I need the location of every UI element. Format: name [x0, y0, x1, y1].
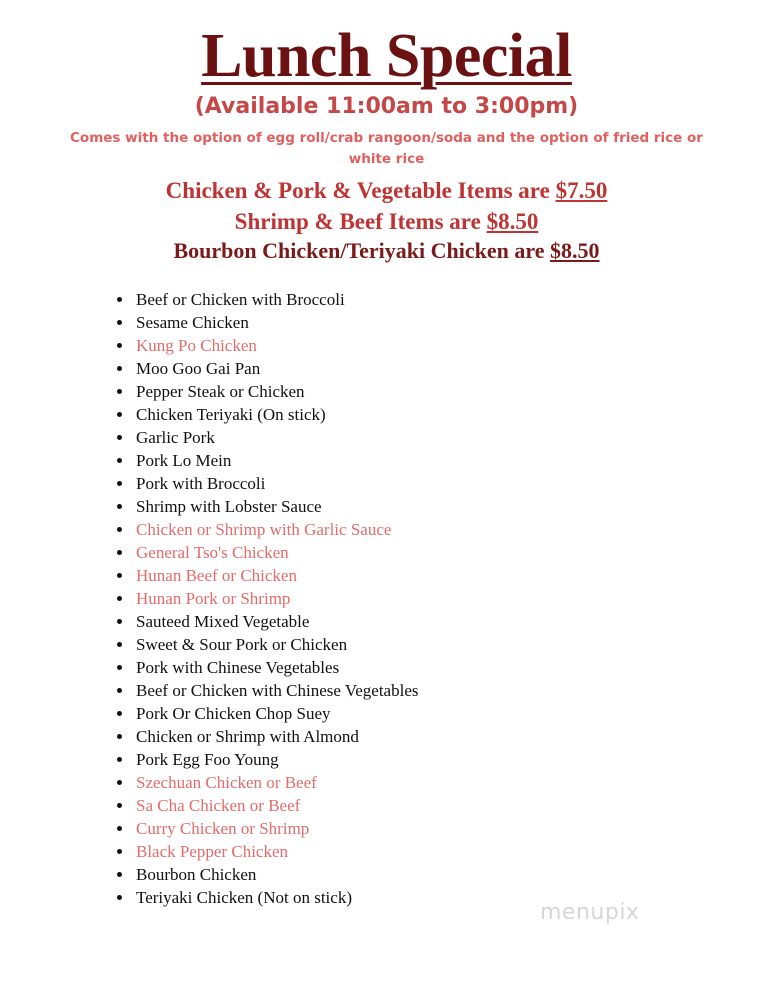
menu-item: Pork with Broccoli: [116, 472, 418, 495]
menu-item: Black Pepper Chicken: [116, 840, 418, 863]
price-amount: $7.50: [555, 178, 608, 203]
menu-item: General Tso's Chicken: [116, 541, 418, 564]
menu-item: Sauteed Mixed Vegetable: [116, 610, 418, 633]
price-amount: $8.50: [486, 209, 539, 234]
menu-item: Shrimp with Lobster Sauce: [116, 495, 418, 518]
menu-item: Sesame Chicken: [116, 311, 418, 334]
comes-with-note: Comes with the option of egg roll/crab rangoon/soda and the option of fried rice or white rice: [70, 130, 703, 167]
price-line-bourbon-teriyaki: [0, 236, 773, 266]
menu-item: Hunan Pork or Shrimp: [116, 587, 418, 610]
menu-item: Chicken or Shrimp with Garlic Sauce: [116, 518, 418, 541]
menu-item: Pork with Chinese Vegetables: [116, 656, 418, 679]
menu-item: Beef or Chicken with Broccoli: [116, 288, 418, 311]
price-line-chicken-pork-veg: [0, 176, 773, 206]
watermark-logo: menupix: [540, 900, 640, 925]
price-label: Bourbon Chicken/Teriyaki Chicken are: [173, 238, 550, 263]
menu-item: Hunan Beef or Chicken: [116, 564, 418, 587]
menu-item: Chicken or Shrimp with Almond: [116, 725, 418, 748]
menu-item: Pork Lo Mein: [116, 449, 418, 472]
page-title: Lunch Special: [201, 22, 572, 90]
menu-item: Curry Chicken or Shrimp: [116, 817, 418, 840]
price-label: Shrimp & Beef Items are: [234, 209, 487, 234]
menu-item-list: [116, 288, 418, 909]
menu-item: Pork Egg Foo Young: [116, 748, 418, 771]
menu-item: Teriyaki Chicken (Not on stick): [116, 886, 418, 909]
menu-item: Sa Cha Chicken or Beef: [116, 794, 418, 817]
menu-item: Pork Or Chicken Chop Suey: [116, 702, 418, 725]
hours-subtitle: (Available 11:00am to 3:00pm): [194, 94, 579, 119]
menu-item: Sweet & Sour Pork or Chicken: [116, 633, 418, 656]
menu-item: Moo Goo Gai Pan: [116, 357, 418, 380]
menu-item: Bourbon Chicken: [116, 863, 418, 886]
menu-item: Kung Po Chicken: [116, 334, 418, 357]
price-amount: $8.50: [550, 238, 600, 263]
menu-item: Beef or Chicken with Chinese Vegetables: [116, 679, 418, 702]
menu-item: Pepper Steak or Chicken: [116, 380, 418, 403]
menu-item: Garlic Pork: [116, 426, 418, 449]
menu-item: Szechuan Chicken or Beef: [116, 771, 418, 794]
menu-item: Chicken Teriyaki (On stick): [116, 403, 418, 426]
price-line-shrimp-beef: [0, 207, 773, 237]
price-label: Chicken & Pork & Vegetable Items are: [165, 178, 556, 203]
